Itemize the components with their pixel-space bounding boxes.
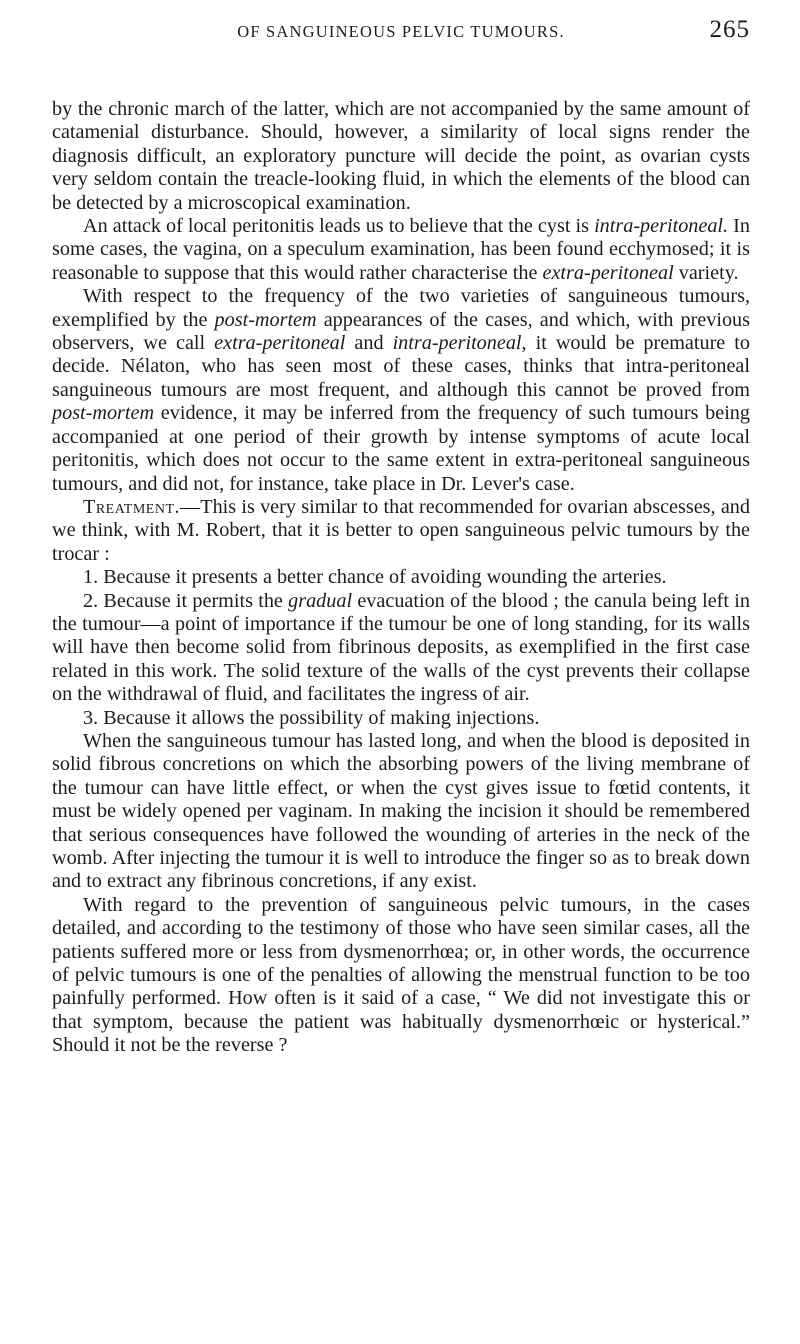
treatment-heading: Treatment. [83,495,181,518]
paragraph-3: With respect to the frequency of the two varieties of sanguineous tumours, exemplified by the post-mortem appearances of the cases, and which, with previous observers, we call extra-peritoneal and intra-peritoneal, it would be premature to decide. Nélaton, who has seen most of these cases, thinks that intra-peritoneal sanguineous tumours are most frequent, and although this cannot be proved from post-mortem evidence, it may be inferred from the frequency of such tumours being accompanied at one period of their growth by intense symptoms of acute local peritonitis, which does not occur to the same extent in extra-peritoneal sanguineous tumours, and did not, for instance, take place in Dr. Lever's case. [52,285,751,495]
emphasis-extra-peritoneal: extra-peritoneal [214,332,346,355]
running-head: OF SANGUINEOUS PELVIC TUMOURS. [237,22,565,41]
emphasis-post-mortem: post-mortem [214,308,317,331]
paragraph-1: by the chronic march of the latter, which are not accompanied by the same amount of catamenial disturbance. Should, however, a similarity of local signs render the diagnosis difficult, an exploratory puncture will decide the point, as ovarian cysts very seldom contain the treacle-looking fluid, in which the elements of the blood can be detected by a microscopical examination. [52,98,750,214]
page-number: 265 [709,16,750,43]
paragraph-incision: When the sanguineous tumour has lasted long, and when the blood is deposited in solid fibrous concretions on which the absorbing powers of the living membrane of the tumour can have little effect, or when the cyst gives issue to fœtid contents, it must be widely opened per vaginam. In making the incision it should be remembered that serious consequences have followed the wounding of arteries in the neck of the womb. After injecting the tumour it is well to introduce the finger so as to break down and to extract any fibrinous concretions, if any exist. [52,729,750,893]
paragraph-treatment: Treatment.—This is very similar to that recommended for ovarian abscesses, and we think, with M. Robert, that it is better to open sanguineous pelvic tumours by the trocar : [52,495,750,565]
paragraph-prevention: With regard to the prevention of sanguineous pelvic tumours, in the cases detailed, and according to the testimony of those who have seen similar cases, all the patients suffered more or less from dysmenorrhœa; or, in other words, the occurrence of pelvic tumours is one of the penalties of allowing the menstrual function to be too painfully performed. How often is it said of a case, “ We did not investigate this or that symptom, because the patient was habitually dysmenorrhœic or hysterical.” Should it not be the reverse ? [52,893,750,1057]
emphasis-intra-peritoneal: intra-peritoneal, [392,332,527,355]
emphasis-post-mortem: post-mortem [52,402,155,425]
page-body [52,98,750,1058]
emphasis-gradual: gradual [288,589,353,612]
emphasis-intra-peritoneal: intra-peritoneal. [594,215,729,238]
paragraph-reason-3: 3. Because it allows the possibility of making injections. [83,706,540,729]
emphasis-extra-peritoneal: extra-peritoneal [542,261,674,284]
paragraph-2: An attack of local peritonitis leads us to believe that the cyst is intra-peritoneal. In some cases, the vagina, on a speculum examination, has been found ecchymosed; it is reasonable to suppose that this would rather characterise the extra-peritoneal variety. [52,215,750,284]
paragraph-reason-2: 2. Because it permits the gradual evacuation of the blood ; the canula being left in the tumour—a point of importance if the tumour be one of long standing, for its walls will have then become solid from fibrinous deposits, as exemplified in the first case related in this work. The solid texture of the walls of the cyst prevents their collapse on the withdrawal of fluid, and facilitates the ingress of air. [52,589,750,706]
paragraph-reason-1: 1. Because it presents a better chance of avoiding wounding the arteries. [83,566,667,589]
page-header [52,16,750,50]
